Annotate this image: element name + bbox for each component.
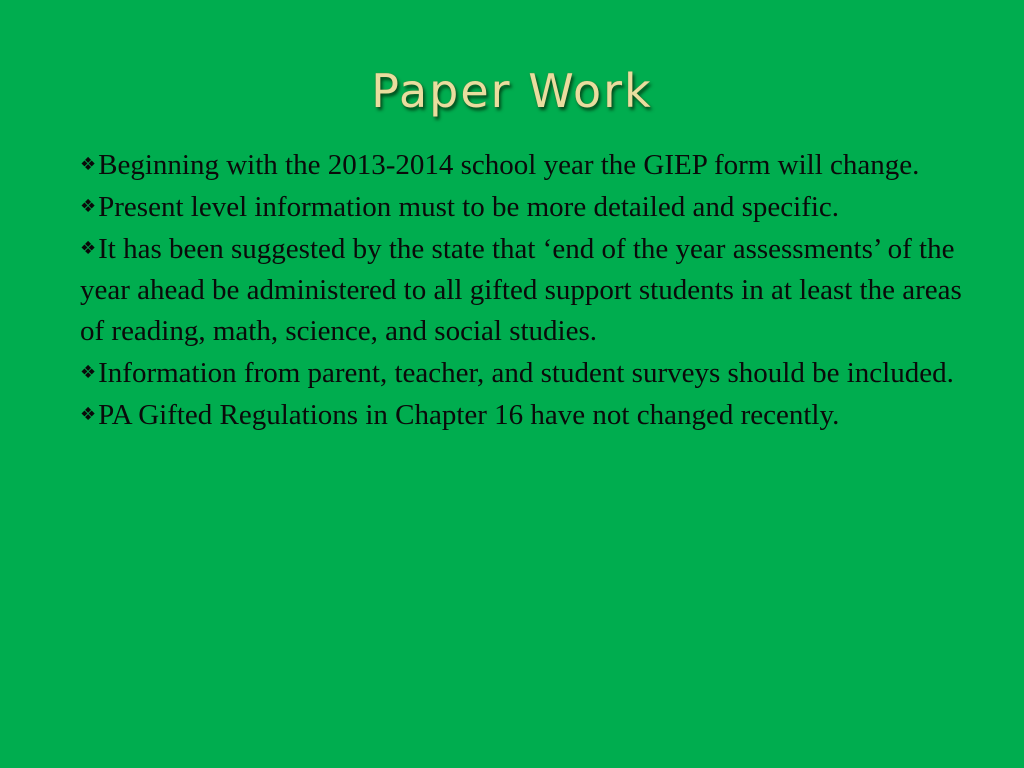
bullet-text: Beginning with the 2013-2014 school year the GIEP form will change. — [98, 149, 920, 181]
bullet-text: PA Gifted Regulations in Chapter 16 have not changed recently. — [98, 399, 840, 431]
slide-title: Paper Work — [371, 64, 653, 118]
bullet-text: Present level information must to be more detailed and specific. — [98, 191, 840, 223]
bullet-item — [80, 394, 980, 436]
diamond-bullet-icon: ❖ — [80, 238, 97, 259]
diamond-bullet-icon: ❖ — [80, 404, 97, 425]
bullet-item — [80, 144, 980, 186]
bullet-text: It has been suggested by the state that ‘end of the year assessments’ of the year ahead be administered to all gifted support students in at least the areas of reading, math, science, and social studies. — [80, 233, 962, 347]
bullet-list — [80, 144, 980, 436]
diamond-bullet-icon: ❖ — [80, 196, 97, 217]
bullet-item — [80, 352, 980, 394]
bullet-item — [80, 186, 980, 228]
diamond-bullet-icon: ❖ — [80, 362, 97, 383]
bullet-item — [80, 228, 980, 352]
bullet-text: Information from parent, teacher, and student surveys should be included. — [98, 357, 954, 389]
diamond-bullet-icon: ❖ — [80, 154, 97, 175]
